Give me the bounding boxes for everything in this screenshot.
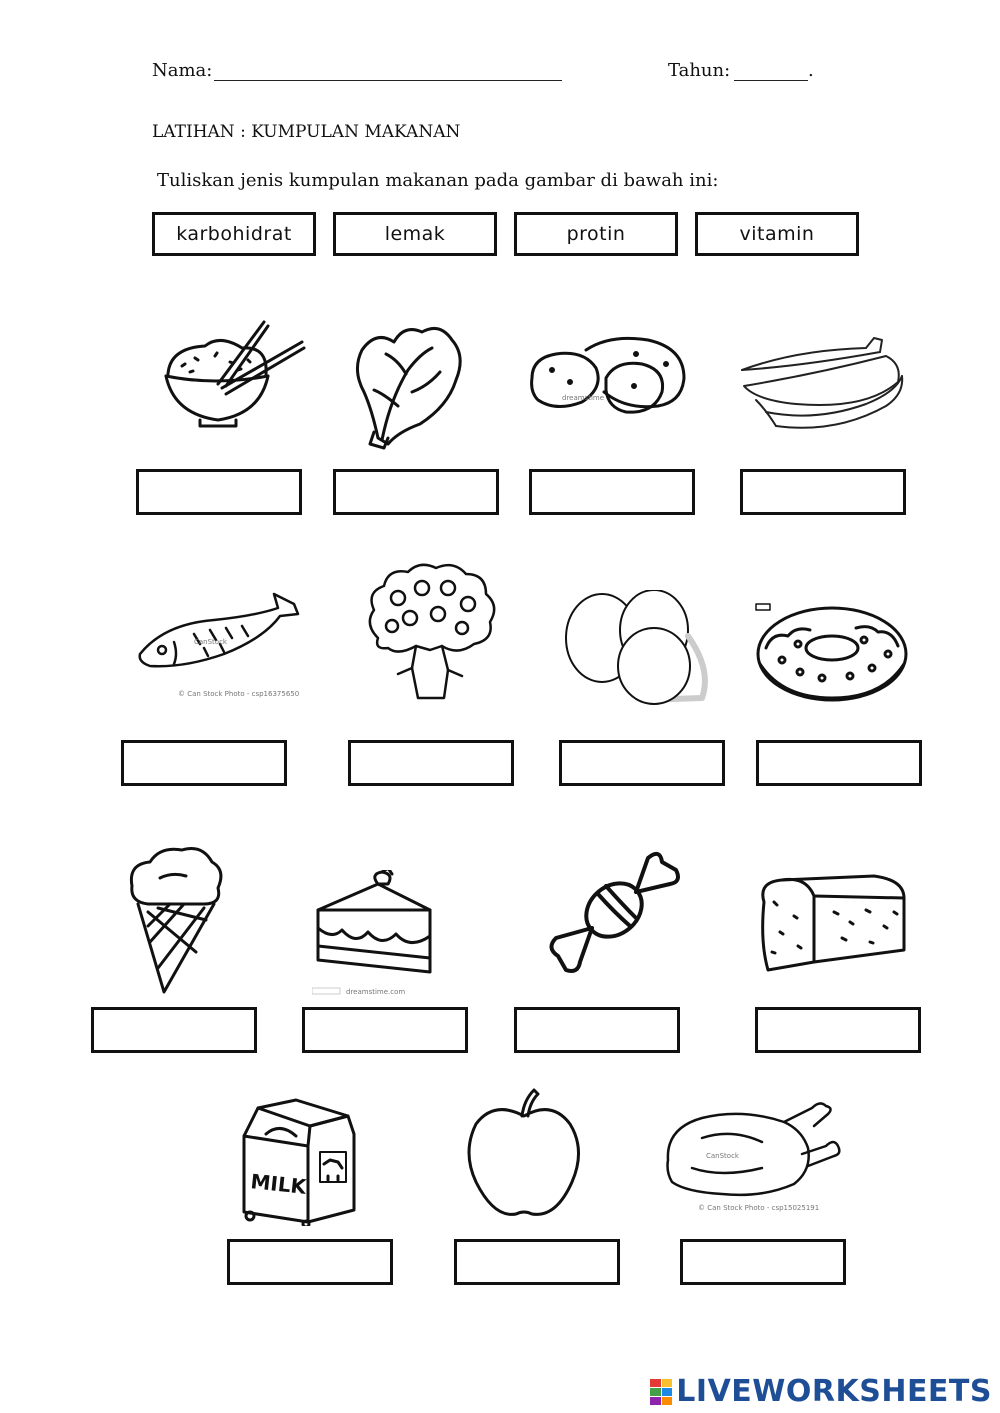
name-input-line[interactable] bbox=[214, 80, 562, 81]
answer-box-eggs[interactable] bbox=[559, 740, 725, 786]
word-bank-lemak[interactable]: lemak bbox=[333, 212, 497, 256]
fish-credit: © Can Stock Photo - csp16375650 bbox=[178, 690, 300, 698]
instruction-text: Tuliskan jenis kumpulan makanan pada gambar di bawah ini: bbox=[157, 170, 719, 191]
fish-watermark: CanStock bbox=[194, 638, 227, 646]
answer-box-donut[interactable] bbox=[756, 740, 922, 786]
liveworksheets-brand[interactable] bbox=[650, 1374, 992, 1409]
ice-cream-image bbox=[124, 842, 228, 998]
answer-box-ice-cream[interactable] bbox=[91, 1007, 257, 1053]
eggs-image bbox=[562, 590, 714, 706]
bananas-image bbox=[736, 330, 908, 442]
year-label: Tahun: bbox=[668, 60, 731, 81]
worksheet-title: LATIHAN : KUMPULAN MAKANAN bbox=[152, 122, 461, 142]
answer-box-apple[interactable] bbox=[454, 1239, 620, 1285]
word-bank-protin[interactable]: protin bbox=[514, 212, 678, 256]
apple-image bbox=[464, 1086, 586, 1222]
rice-bowl-image bbox=[160, 316, 310, 434]
chicken-watermark: CanStock bbox=[706, 1152, 739, 1160]
milk-carton-image bbox=[236, 1094, 364, 1226]
cake-image bbox=[312, 870, 442, 1000]
answer-box-bananas[interactable] bbox=[740, 469, 906, 515]
bread-image bbox=[754, 872, 910, 976]
name-label: Nama: bbox=[152, 60, 213, 81]
donut-image bbox=[752, 602, 912, 706]
answer-box-candy[interactable] bbox=[514, 1007, 680, 1053]
fish-image bbox=[134, 584, 304, 702]
answer-box-bread[interactable] bbox=[755, 1007, 921, 1053]
cake-credit: dreamstime.com bbox=[346, 988, 406, 996]
svg-text:dreamstime: dreamstime bbox=[562, 394, 605, 402]
answer-box-broccoli[interactable] bbox=[348, 740, 514, 786]
word-bank-karbohidrat[interactable]: karbohidrat bbox=[152, 212, 316, 256]
answer-box-lettuce[interactable] bbox=[333, 469, 499, 515]
milk-label: MILK bbox=[249, 1169, 308, 1199]
broccoli-image bbox=[358, 558, 504, 704]
word-bank-vitamin[interactable]: vitamin bbox=[695, 212, 859, 256]
answer-box-rice[interactable] bbox=[136, 469, 302, 515]
lettuce-image bbox=[348, 320, 468, 452]
chicken-credit: © Can Stock Photo - csp15025191 bbox=[698, 1204, 820, 1212]
brand-text: LIVEWORKSHEETS bbox=[676, 1374, 992, 1409]
year-suffix: . bbox=[808, 60, 814, 81]
answer-box-milk[interactable] bbox=[227, 1239, 393, 1285]
potatoes-image bbox=[526, 330, 688, 422]
year-input-line[interactable] bbox=[734, 80, 808, 81]
roast-chicken-image bbox=[662, 1098, 844, 1214]
answer-box-potatoes[interactable] bbox=[529, 469, 695, 515]
candy-image bbox=[544, 842, 684, 976]
answer-box-fish[interactable] bbox=[121, 740, 287, 786]
answer-box-cake[interactable] bbox=[302, 1007, 468, 1053]
liveworksheets-logo-icon bbox=[650, 1379, 672, 1405]
answer-box-chicken[interactable] bbox=[680, 1239, 846, 1285]
